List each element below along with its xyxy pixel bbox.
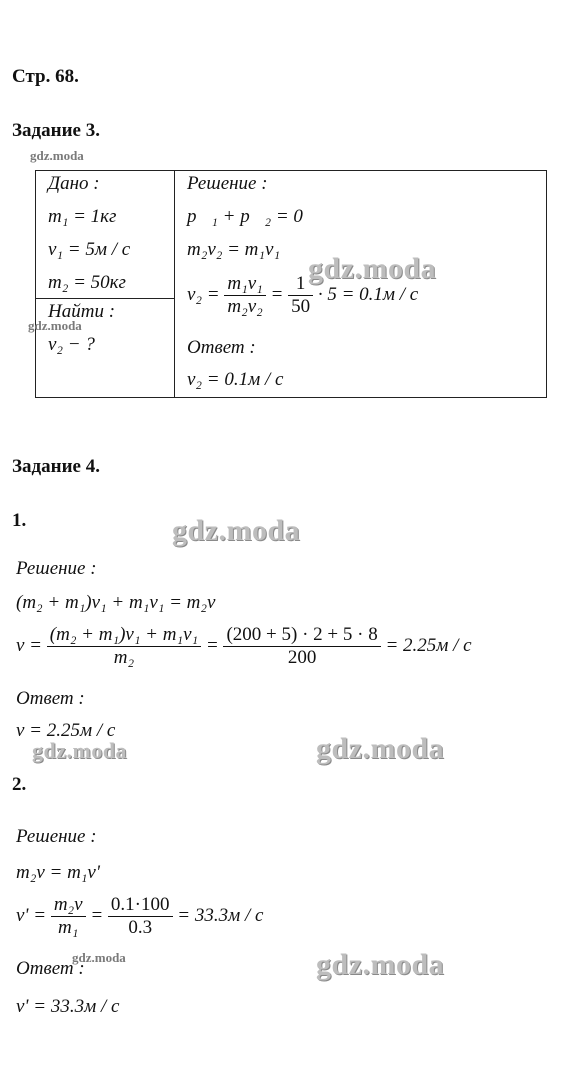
solution-label: Решение : (187, 173, 268, 194)
answer: v = 2.25м / с (16, 720, 116, 741)
given-label: Дано : (48, 173, 100, 194)
answer-label: Ответ : (16, 958, 85, 979)
equation: m₂v = m₁v' (16, 862, 100, 883)
watermark: gdz.moda (316, 948, 445, 981)
equation: m₂v₂ = m₁v₁ (187, 239, 281, 260)
fraction (108, 894, 173, 939)
find-value: v₂ − ? (48, 333, 95, 355)
find-label: Найти : (48, 300, 116, 322)
fraction-denominator: m₂ (113, 647, 135, 668)
task3-table (35, 170, 547, 398)
watermark: gdz.moda (32, 738, 128, 763)
watermark: gdz.moda (28, 318, 82, 333)
watermark: gdz.moda (172, 514, 301, 547)
watermark: gdz.moda (308, 252, 437, 285)
result: = 2.25м / с (385, 634, 472, 656)
result: = 33.3м / с (177, 904, 264, 926)
fraction-numerator: 1 (288, 273, 313, 296)
formula-lhs: v' = (16, 904, 47, 926)
solution-label: Решение : (16, 558, 97, 579)
fraction-numerator: 0.1·100 (108, 894, 173, 917)
answer-label: Ответ : (16, 688, 85, 709)
equation: (m₂ + m₁)v₁ + m₁v₁ = m₂v (16, 592, 216, 613)
v2-lhs: v₂ = (187, 283, 220, 305)
watermark: gdz.moda (316, 732, 445, 765)
v2-tail: · 5 = 0.1м / с (317, 283, 419, 305)
fraction-denominator: m₂v₂ (227, 296, 263, 317)
fraction-denominator: 50 (291, 296, 311, 317)
fraction-denominator: m₁ (58, 917, 79, 938)
given-value: v₁ = 5м / с (48, 239, 131, 260)
given-value: m₂ = 50кг (48, 272, 126, 293)
fraction-numerator: m₂v (51, 894, 86, 917)
equation: p⃗₁ + p⃗₂ = 0 (187, 206, 303, 227)
watermark: gdz.moda (30, 148, 84, 163)
part-number: 2. (12, 774, 27, 795)
v-formula: v' = $\frac{\text{m₂v}}{\text{m₁}}$ = $\frac{0.1\cdot 100}{0.3}$ = 33.3м / с (16, 894, 264, 938)
fraction-numerator: (200 + 5) · 2 + 5 · 8 (223, 624, 380, 647)
answer: v₂ = 0.1м / с (187, 369, 284, 390)
fraction (47, 624, 201, 669)
fraction-numerator: m₁v₁ (224, 273, 265, 296)
solution-label: Решение : (16, 826, 97, 847)
fraction (223, 624, 380, 669)
answer: v' = 33.3м / с (16, 996, 120, 1017)
given-value: m₁ = 1кг (48, 206, 117, 227)
fraction-denominator: 200 (287, 647, 317, 668)
page-label: Стр. 68. (12, 66, 79, 87)
answer-label: Ответ : (187, 337, 256, 358)
fraction-numerator: (m₂ + m₁)v₁ + m₁v₁ (47, 624, 201, 647)
fraction (224, 273, 265, 318)
watermark: gdz.moda (72, 950, 126, 965)
fraction (51, 894, 86, 939)
formula-lhs: v = (16, 634, 43, 656)
v-formula: v = $\frac{\text{(m₂ + m₁)v₁ + m₁v₁}}{\text{m₂}}$ = $\frac{(200 + 5) \cdot 2 + 5 \cdot 8}{200}$ = 2.25м / с (16, 624, 472, 668)
part-number: 1. (12, 510, 27, 531)
fraction-denominator: 0.3 (128, 917, 153, 938)
task4-title: Задание 4. (12, 456, 100, 477)
v2-formula: v₂ = $\frac{\text{m₁v₁}}{\text{m₂v₂}}$ = $\frac{1}{50}$ · 5 = 0.1м / с (187, 273, 419, 317)
task3-title: Задание 3. (12, 120, 100, 141)
